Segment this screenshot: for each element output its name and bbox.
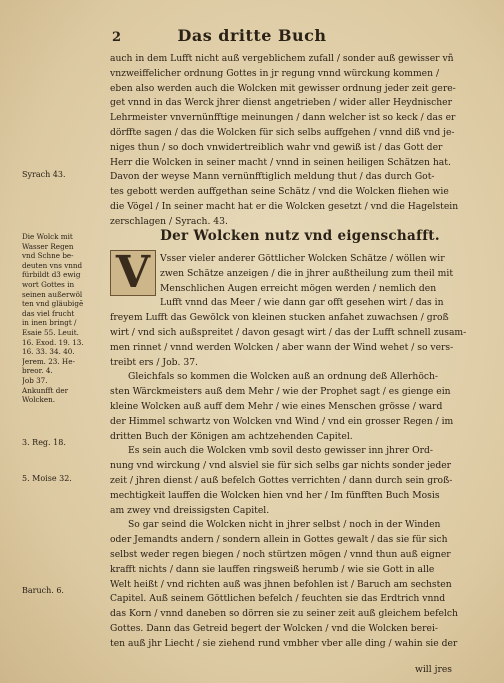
margin-note-moses: 5. Moise 32.: [22, 474, 72, 483]
text-line: nung vnd wirckung / vnd alsviel sie für sich selbs gar nichts sonder jeder: [110, 460, 452, 472]
text-line: Gleichfals so kommen die Wolcken auß an ordnung deß Allerhöch-: [128, 371, 439, 383]
text-line: selbst weder regen biegen / noch stürtzen mögen / vnnd thun auß eigner: [110, 548, 451, 560]
running-title: Das dritte Buch: [177, 26, 327, 45]
text-line: tes gebott werden auffgethan seine Schätz / vnd die Wolcken fliehen wie: [110, 186, 449, 198]
text-line: eben also werden auch die Wolcken mit gewisser ordnung jeder zeit gere-: [110, 82, 456, 94]
section-heading: Der Wolcken nutz vnd eigenschafft.: [160, 228, 440, 244]
text-line: treibt ers / Job. 37.: [110, 356, 198, 368]
margin-note-baruch: Baruch. 6.: [22, 586, 64, 595]
margin-line: Esaie 55. Leuit.: [22, 327, 79, 337]
text-line: get vnnd in das Werck jhrer dienst angetrieben / wider aller Heydnischer: [110, 97, 452, 109]
catchword: will jres: [415, 664, 452, 675]
text-line: wirt / vnd sich außspreitet / davon gesagt wirt / das der Lufft schnell zusam-: [110, 326, 467, 338]
text-line: oder Jemandts andern / sondern allein in Gottes gewalt / das sie für sich: [110, 534, 448, 546]
text-line: Menschlichen Augen erreicht mögen werden / nemlich den: [160, 282, 437, 294]
text-line: Es sein auch die Wolcken vmb sovil desto gewisser inn jhrer Ord-: [128, 445, 434, 457]
page-number: 2: [112, 30, 122, 45]
text-line: zeit / jhren dienst / auß befelch Gottes verrichten / dann durch sein groß-: [110, 474, 453, 486]
margin-line: in inen bringt /: [22, 318, 77, 328]
text-line: dritten Buch der Königen am achtzehenden Capitel.: [110, 430, 353, 442]
text-line: niges thun / so doch vnwidertreiblich wahr vnd gewiß ist / das Gott der: [110, 141, 443, 153]
margin-line: ten vnd gläubigē: [22, 299, 84, 309]
text-line: krafft nichts / dann sie lauffen ringsweiß herumb / wie sie Gott in alle: [110, 563, 435, 575]
text-line: kleine Wolcken auß auff dem Mehr / wie eines Menschen grösse / ward: [110, 400, 443, 412]
text-line: auch in dem Lufft nicht auß vergeblichem zufall / sonder auß gewisser vñ: [110, 53, 454, 64]
text-line: Vsser vieler anderer Göttlicher Wolcken Schätze / wöllen wir: [160, 253, 445, 264]
main-text-upper: [110, 52, 490, 230]
margin-note-reg: 3. Reg. 18.: [22, 438, 66, 447]
text-line: am zwey vnd dreissigsten Capitel.: [110, 504, 270, 516]
text-line: freyem Lufft das Gewölck von kleinen stucken anfahet zuwachsen / groß: [110, 312, 449, 324]
margin-line: Wolcken.: [22, 395, 56, 405]
margin-line: Wasser Regen: [22, 241, 74, 251]
main-text-lower: [110, 252, 490, 652]
text-line: ten auß jhr Liecht / sie ziehend rund vmbher vber alle ding / wahin sie der: [110, 637, 458, 649]
margin-line: Die Wolck mit: [22, 232, 73, 241]
margin-line: 16. Exod. 19. 13.: [22, 337, 84, 347]
text-line: Lehrmeister vnvernünfftige meinungen / dann welcher ist so keck / das er: [110, 112, 456, 124]
decorated-initial: V: [110, 250, 156, 296]
margin-gloss: [22, 232, 102, 405]
text-line: dörffte sagen / das die Wolcken für sich selbs auffgehen / vnnd diß vnd je-: [110, 126, 455, 138]
margin-line: deuten vns vnnd: [22, 260, 83, 270]
text-line: vnzweiffelicher ordnung Gottes in jr regung vnnd würckung kommen /: [110, 67, 440, 79]
text-line: Herr die Wolcken in seiner macht / vnnd in seinen heiligen Schätzen hat.: [110, 156, 451, 168]
text-line: Davon der weyse Mann vernünfftiglich meldung thut / das durch Got-: [110, 171, 435, 183]
margin-line: das viel frucht: [22, 308, 75, 318]
margin-line: 16. 33. 34. 40.: [22, 347, 75, 357]
margin-line: breor. 4.: [22, 366, 53, 376]
text-line: zerschlagen / Syrach. 43.: [110, 215, 228, 227]
text-line: das Korn / vnnd daneben so dörren sie zu seiner zeit auß gleichem befelch: [110, 608, 458, 620]
margin-line: fürbildt d3 ewig: [22, 270, 81, 280]
text-line: Gottes. Dann das Getreid begert der Wolcken / vnd die Wolcken berei-: [110, 622, 438, 634]
text-line: So gar seind die Wolcken nicht in jhrer selbst / noch in der Winden: [128, 519, 441, 531]
margin-line: wort Gottes in: [22, 279, 75, 289]
text-line: men rinnet / vnnd werden Wolcken / aber wann der Wind wehet / so vers-: [110, 341, 454, 353]
text-line: zwen Schätze anzeigen / die in jhrer außtheilung zum theil mit: [160, 267, 454, 279]
margin-note-syrach: Syrach 43.: [22, 170, 66, 179]
text-line: Capitel. Auß seinem Göttlichen befelch / feuchten sie das Erdtrich vnnd: [110, 593, 446, 605]
text-line: die Vögel / In seiner macht hat er die Wolcken gesetzt / vnd die Hagelstein: [110, 200, 459, 212]
margin-line: vnd Schne be-: [22, 251, 74, 261]
margin-line: Ankunfft der: [22, 385, 69, 395]
margin-line: Jerem. 23. He-: [22, 356, 75, 366]
page-header: [0, 26, 504, 50]
text-line: der Himmel schwartz von Wolcken vnd Wind / vnd ein grosser Regen / im: [110, 415, 454, 427]
text-line: Lufft vnnd das Meer / wie dann gar offt gesehen wirt / das in: [160, 297, 444, 309]
text-line: sten Wärckmeisters auß dem Mehr / wie der Prophet sagt / es gienge ein: [110, 386, 451, 398]
margin-line: Job 37.: [22, 375, 48, 385]
text-line: Welt heißt / vnd richten auß was jhnen befohlen ist / Baruch am sechsten: [110, 578, 452, 590]
text-line: mechtigkeit lauffen die Wolcken hien vnd her / Im fünfften Buch Mosis: [110, 489, 440, 501]
margin-line: seinen außerwöl: [22, 289, 83, 299]
